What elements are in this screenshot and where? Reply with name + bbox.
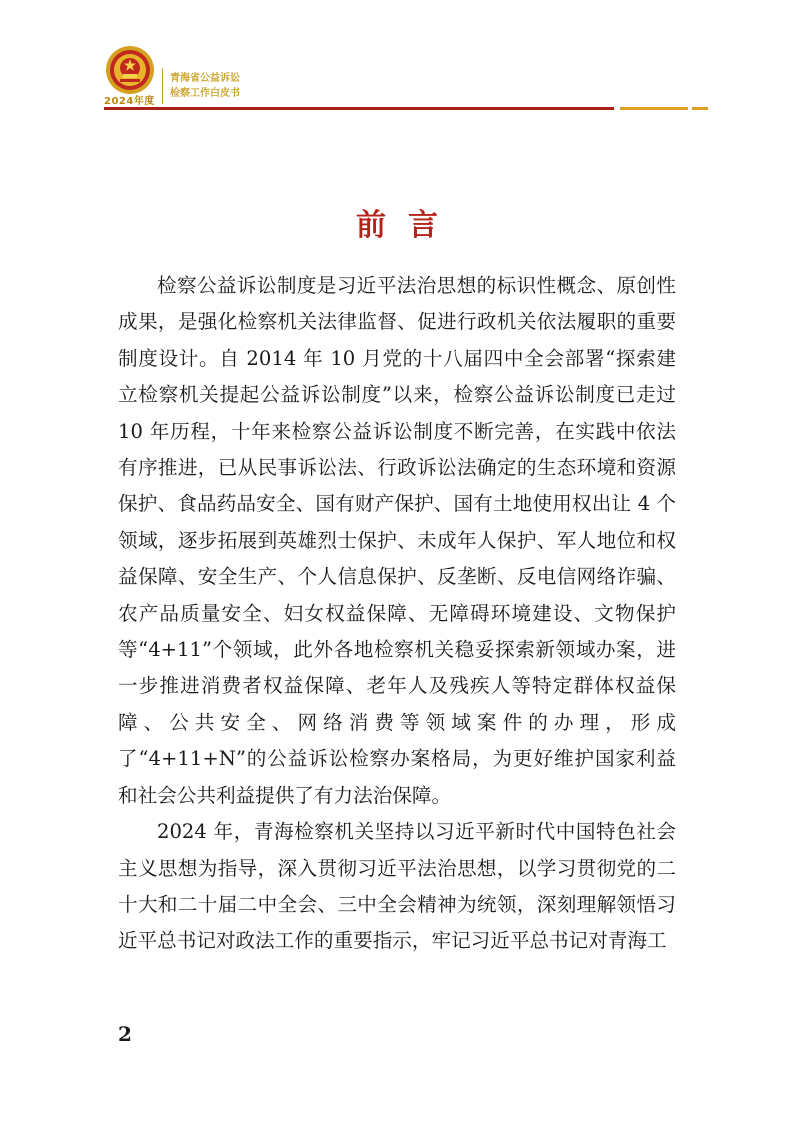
header-rule-gold-short: [692, 107, 708, 110]
org-line-2: 检察工作白皮书: [170, 88, 240, 99]
page-title: 前言: [356, 208, 460, 243]
org-line-1: 青海省公益诉讼: [170, 73, 240, 84]
page-header: [104, 44, 714, 112]
year-label: 2024年度: [104, 96, 155, 107]
procuratorate-emblem-icon: [104, 44, 156, 96]
body-text: [118, 268, 676, 960]
header-rule-red: [104, 107, 614, 110]
header-rule-gold: [620, 107, 688, 110]
page-number: 2: [118, 1022, 132, 1046]
org-title: [170, 71, 240, 101]
header-divider: [162, 68, 163, 104]
paragraph-2: 2024 年，青海检察机关坚持以习近平新时代中国特色社会主义思想为指导，深入贯彻习近平法治思想，以学习贯彻党的二十大和二十届二中全会、三中全会精神为统领，深刻理解领悟习近平总书记对政法工作的重要指示，牢记习近平总书记对青海工: [118, 820, 676, 953]
paragraph-1: 检察公益诉讼制度是习近平法治思想的标识性概念、原创性成果，是强化检察机关法律监督、促进行政机关依法履职的重要制度设计。自 2014 年 10 月党的十八届四中全会部署“探索建立检察机关提起公益诉讼制度”以来，检察公益诉讼制度已走过 10 年历程，十年来检察公益诉讼制度不断完善，在实践中依法有序推进，已从民事诉讼法、行政诉讼法确定的生态环境和资源保护、食品药品安全、国有财产保护、国有土地使用权出让 4 个领域，逐步拓展到英雄烈士保护、未成年人保护、军人地位和权益保障、安全生产、个人信息保护、反垄断、反电信网络诈骗、农产品质量安全、妇女权益保障、无障碍环境建设、文物保护等“4+11”个领域，此外各地检察机关稳妥探索新领域办案，进一步推进消费者权益保障、老年人及残疾人等特定群体权益保障、公共安全、网络消费等领域案件的办理，形成了“4+11+N”的公益诉讼检察办案格局，为更好维护国家利益和社会公共利益提供了有力法治保障。: [118, 274, 676, 807]
